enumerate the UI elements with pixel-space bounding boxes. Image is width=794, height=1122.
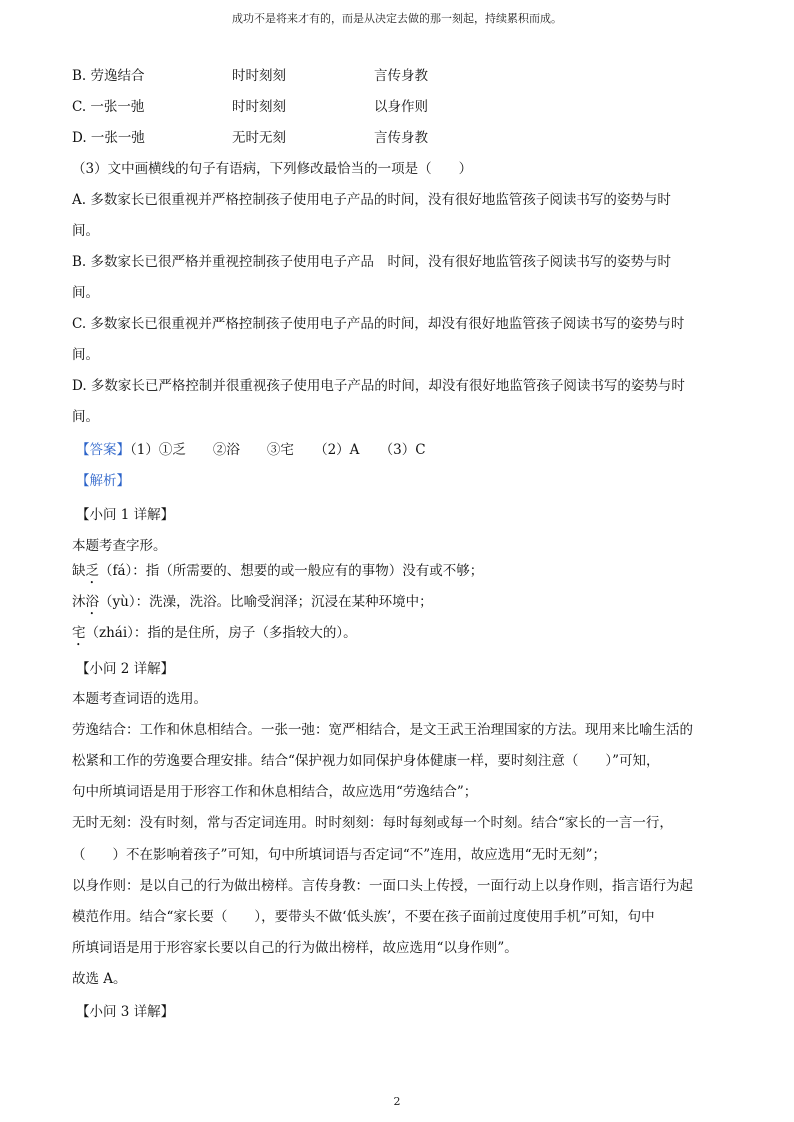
sub2-line: 无时无刻：没有时刻，常与否定词连用。时时刻刻：每时每刻或每一个时刻。结合“家长的一言一行， — [72, 815, 673, 831]
sub1-title: 【小问 1 详解】 — [76, 507, 175, 523]
analysis-tag: 【解析】 — [76, 473, 130, 489]
sub2-line: 所填词语是用于形容家长要以自己的行为做出榜样，故应选用“以身作则”。 — [72, 940, 518, 956]
option-word-2: 时时刻刻 — [232, 99, 286, 115]
sub2-line: （ ）不在影响着孩子”可知，句中所填词语与否定词“不”连用，故应选用“无时无刻”； — [72, 847, 607, 863]
option-label: B. 劳逸结合 — [72, 68, 145, 84]
definition: （yù）：洗澡，洗浴。比喻受润泽；沉浸在某种环境中； — [99, 594, 433, 610]
q3-option-d-line2: 间。 — [72, 409, 99, 425]
answer-text: （1）①乏 ②浴 ③宅 （2）A （3）C — [130, 442, 426, 458]
sub2-line: 模范作用。结合“家长要（ ），要带头不做‘低头族’，不要在孩子面前过度使用手机”可知，句中 — [72, 909, 655, 925]
definition: （fá）：指（所需要的、想要的或一般应有的事物）没有或不够； — [99, 563, 484, 579]
emphasized-char: 浴 — [85, 594, 99, 610]
sub1-line-yu — [72, 592, 433, 618]
sub2-line: 劳逸结合：工作和休息相结合。一张一弛：宽严相结合，是文王武王治理国家的方法。现用来比喻生活的 — [72, 722, 693, 738]
page-header: 成功不是将来才有的，而是从决定去做的那一刻起，持续累积而成。 — [232, 12, 562, 25]
option-word-2: 时时刻刻 — [232, 68, 286, 84]
q3-option-a-line1: A. 多数家长已很重视并严格控制孩子使用电子产品的时间，没有很好地监管孩子阅读书写的姿势与时 — [72, 192, 671, 208]
emphasized-char: 乏 — [85, 563, 99, 579]
q3-option-d-line1: D. 多数家长已严格控制并很重视孩子使用电子产品的时间，却没有很好地监管孩子阅读书写的姿势与时 — [72, 378, 685, 394]
sub2-line: 以身作则：是以自己的行为做出榜样。言传身教：一面口头上传授，一面行动上以身作则，指言语行为起 — [72, 878, 693, 894]
sub1-line-fa — [72, 561, 483, 587]
definition: （zhái）：指的是住所，房子（多指较大的）。 — [85, 625, 357, 641]
option-word-3: 以身作则 — [374, 99, 428, 115]
sub2-line: 句中所填词语是用于形容工作和休息相结合，故应选用“劳逸结合”； — [72, 784, 478, 800]
option-word-3: 言传身教 — [374, 130, 428, 146]
q3-option-b-line1: B. 多数家长已很严格并重视控制孩子使用电子产品 时间，没有很好地监管孩子阅读书写的姿势与时 — [72, 254, 672, 270]
sub1-line-zhai — [72, 623, 357, 649]
option-word-3: 言传身教 — [374, 68, 428, 84]
sub2-intro: 本题考查词语的选用。 — [72, 691, 207, 707]
q3-option-b-line2: 间。 — [72, 285, 99, 301]
sub3-title: 【小问 3 详解】 — [76, 1004, 175, 1020]
option-label: C. 一张一弛 — [72, 99, 145, 115]
q3-option-a-line2: 间。 — [72, 223, 99, 239]
option-word-2: 无时无刻 — [232, 130, 286, 146]
option-label: D. 一张一弛 — [72, 130, 145, 146]
answer-line — [76, 440, 426, 460]
sub2-line: 松紧和工作的劳逸要合理安排。结合“保护视力如同保护身体健康一样，要时刻注意（ ）”可知， — [72, 753, 660, 769]
sub1-intro: 本题考查字形。 — [72, 538, 167, 554]
q3-option-c-line1: C. 多数家长已很重视并严格控制孩子使用电子产品的时间，却没有很好地监管孩子阅读书写的姿势与时 — [72, 316, 685, 332]
sub2-title: 【小问 2 详解】 — [76, 661, 175, 677]
answer-tag: 【答案】 — [76, 442, 130, 458]
word-prefix: 沐 — [72, 594, 86, 610]
sub2-conclusion: 故选 A。 — [72, 971, 127, 987]
word-prefix: 缺 — [72, 563, 86, 579]
page-number: 2 — [393, 1095, 401, 1108]
q3-option-c-line2: 间。 — [72, 347, 99, 363]
emphasized-char: 宅 — [72, 625, 86, 641]
question-3: （3）文中画横线的句子有语病，下列修改最恰当的一项是（ ） — [72, 161, 473, 177]
